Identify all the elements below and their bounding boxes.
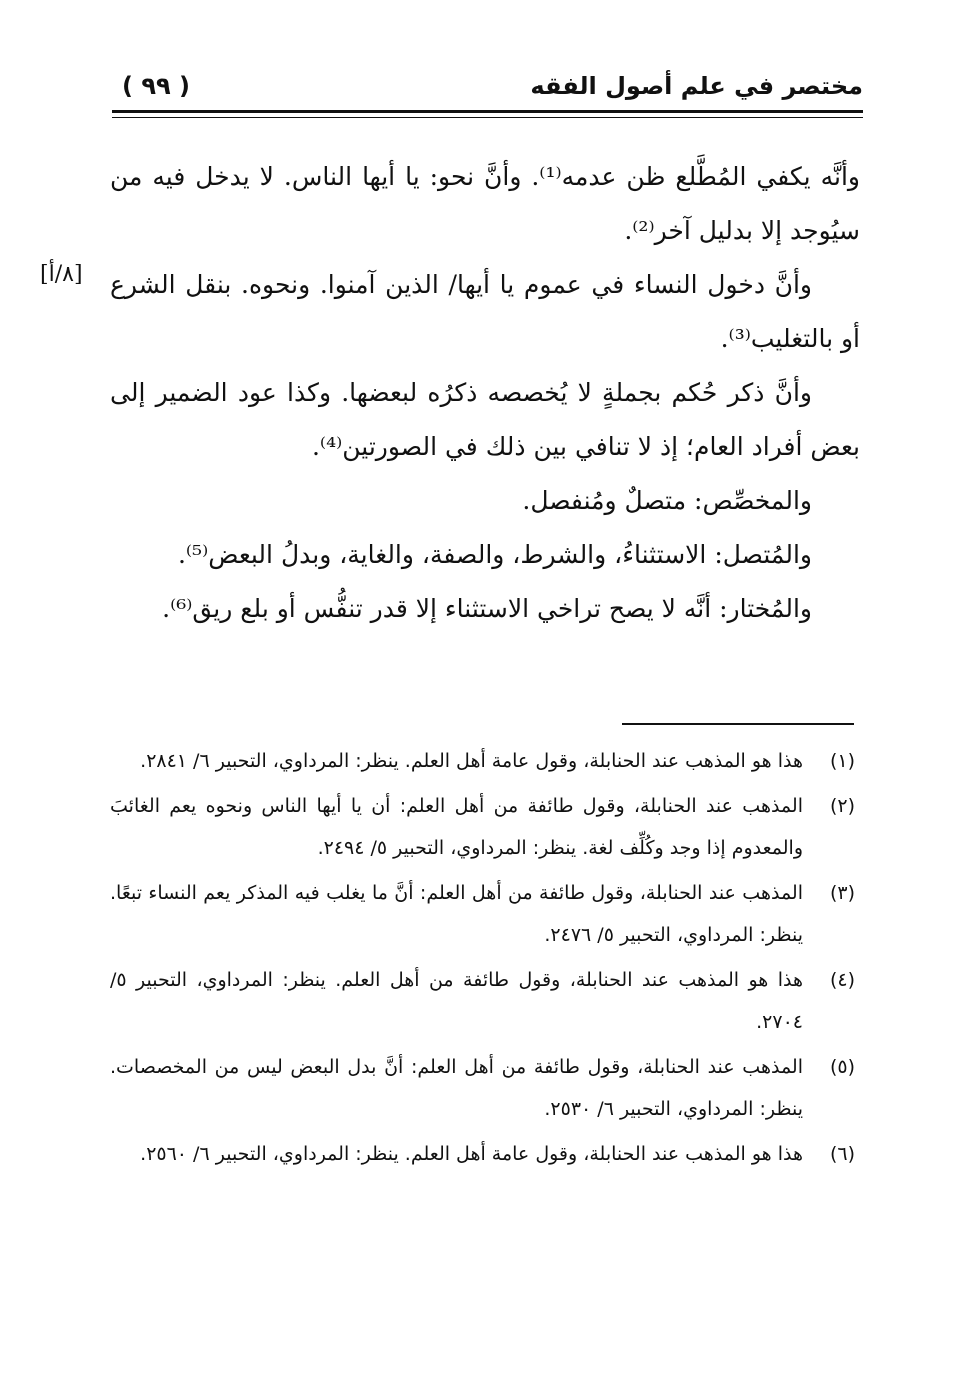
footnote-number: (٢) xyxy=(829,795,855,817)
body-paragraph: وأنَّ دخول النساء في عموم يا أيها/ الذين آمنوا. ونحوه. بنقل الشرع أو بالتغليب⁽³⁾. xyxy=(110,270,860,353)
footnote xyxy=(110,740,855,782)
body-paragraph: والمخصِّص: متصلٌ ومُنفصل. xyxy=(522,486,812,515)
running-title: مختصر في علم أصول الفقه xyxy=(530,72,863,100)
manuscript-folio-marker: [٨/أ] xyxy=(40,262,83,287)
footnote-number: (٤) xyxy=(829,969,855,991)
footnote xyxy=(110,872,855,956)
footnote-number: (٦) xyxy=(829,1143,855,1165)
body-paragraph: وأنَّ ذكر حُكم بجملةٍ لا يُخصصه ذكرُه لبعضها. وكذا عود الضمير إلى بعض أفراد العام؛ إذ لا تنافي بين ذلك في الصورتين⁽⁴⁾. xyxy=(110,378,860,461)
footnote-text: المذهب عند الحنابلة، وقول طائفة من أهل العلم: أن يا أيها الناس ونحوه يعم الغائبَ والمعدوم إذا وجد وكُلِّف لغة. ينظر: المرداوي، التحبير ٥/ ٢٤٩٤. xyxy=(110,795,803,859)
footnote xyxy=(110,1046,855,1130)
footnote-text: هذا هو المذهب عند الحنابلة، وقول عامة أهل العلم. ينظر: المرداوي، التحبير ٦/ ٢٥٦٠. xyxy=(140,1143,803,1165)
footnote-number: (١) xyxy=(829,750,855,772)
footnote-text: المذهب عند الحنابلة، وقول طائفة من أهل العلم: أنَّ بدل البعض ليس من المخصصات. ينظر: المرداوي، التحبير ٦/ ٢٥٣٠. xyxy=(110,1056,803,1120)
body-paragraph: والمُختار: أنَّه لا يصح تراخي الاستثناء إلا قدر تنفُّس أو بلع ريق⁽⁶⁾. xyxy=(162,594,812,623)
footnote-text: المذهب عند الحنابلة، وقول طائفة من أهل العلم: أنَّ ما يغلب فيه المذكر يعم النساء تبعًا. ينظر: المرداوي، التحبير ٥/ ٢٤٧٦. xyxy=(110,882,803,946)
footnote-text: هذا هو المذهب عند الحنابلة، وقول عامة أهل العلم. ينظر: المرداوي، التحبير ٦/ ٢٨٤١. xyxy=(140,750,803,772)
footnote-number: (٣) xyxy=(829,882,855,904)
footnote xyxy=(110,785,855,869)
body-paragraph: والمُتصل: الاستثناءُ، والشرط، والصفة، والغاية، وبدلُ البعض⁽⁵⁾. xyxy=(177,540,812,569)
footnote xyxy=(110,1133,855,1175)
header-rule-thin xyxy=(112,117,863,118)
main-text xyxy=(110,150,860,636)
body-paragraph: وأنَّه يكفي المُطَّلع ظن عدمه⁽¹⁾. وأنَّ نحو: يا أيها الناس. لا يدخل فيه من سيُوجد إلا بدليل آخر⁽²⁾. xyxy=(110,162,860,245)
footnote-number: (٥) xyxy=(829,1056,855,1078)
page-number: ( ٩٩ ) xyxy=(122,72,190,100)
page-header xyxy=(112,72,863,112)
footnote xyxy=(110,959,855,1043)
footnote-separator xyxy=(622,723,854,725)
header-rule-thick xyxy=(112,110,863,113)
footnotes xyxy=(110,740,855,1178)
footnote-text: هذا هو المذهب عند الحنابلة، وقول طائفة من أهل العلم. ينظر: المرداوي، التحبير ٥/ ٢٧٠٤. xyxy=(110,969,803,1033)
